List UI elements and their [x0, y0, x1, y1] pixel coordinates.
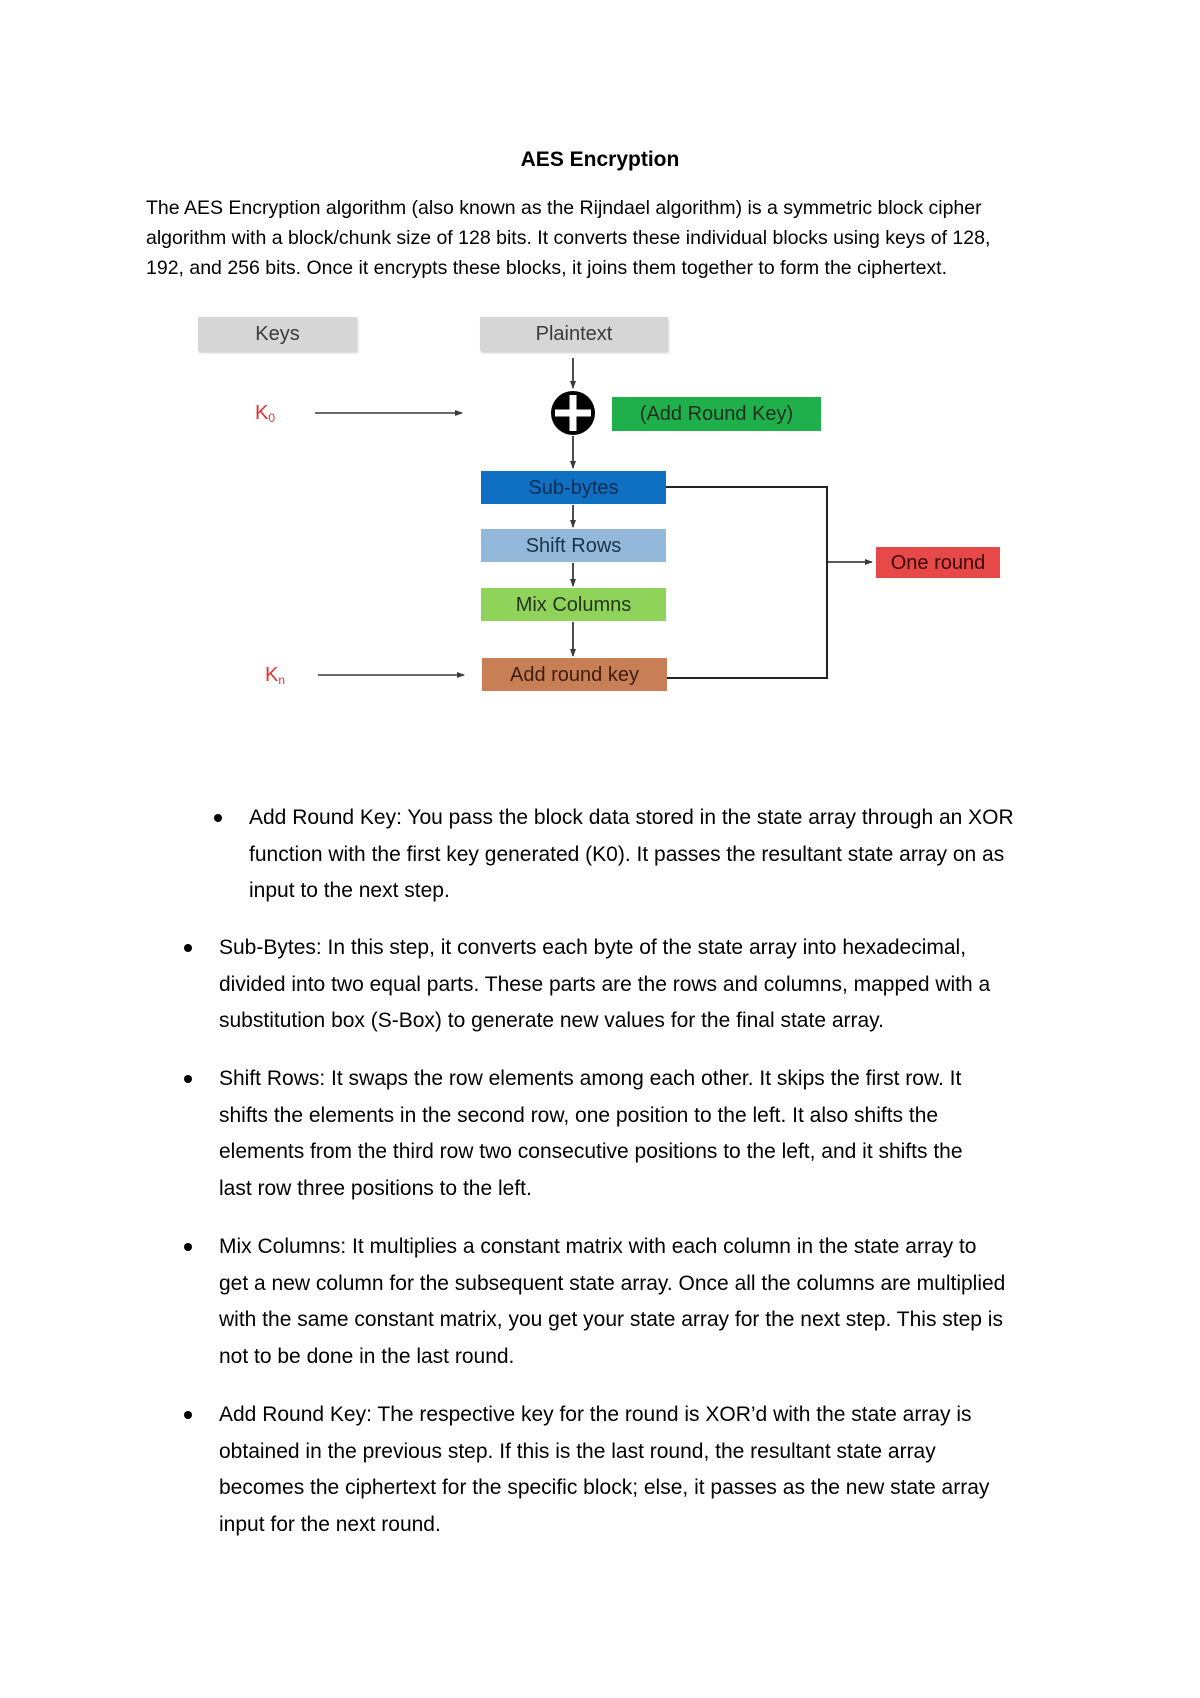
list-item-line: Add Round Key: You pass the block data stored in the state array through an XOR [249, 806, 1014, 829]
list-item-line: Shift Rows: It swaps the row elements among each other. It skips the first row. It [219, 1067, 962, 1090]
bullet-dot [184, 1075, 192, 1083]
bullet-dot [214, 814, 222, 822]
list-item-line: with the same constant matrix, you get your state array for the next step. This step is [219, 1308, 1003, 1331]
list-item [249, 800, 1014, 910]
key-kn-subscript: n [278, 673, 286, 687]
intro-paragraph [146, 193, 1046, 283]
list-item [219, 930, 990, 1040]
list-item-line: get a new column for the subsequent state array. Once all the columns are multiplied [219, 1271, 1006, 1295]
xor-icon [551, 391, 595, 435]
page-title: AES Encryption [520, 148, 680, 171]
list-item-line: obtained in the previous step. If this is the last round, the resultant state array [219, 1439, 936, 1463]
list-item-line: Add Round Key: The respective key for the round is XOR’d with the state array is [219, 1403, 972, 1426]
key-kn-label [265, 665, 285, 686]
list-item [219, 1397, 989, 1543]
one-round-box: One round [876, 547, 1000, 578]
add-round-key-box: Add round key [482, 658, 667, 691]
bullet-dot [184, 944, 192, 952]
list-item-line: substitution box (S-Box) to generate new values for the final state array. [219, 1009, 884, 1032]
list-item-line: divided into two equal parts. These parts are the rows and columns, mapped with a [219, 972, 991, 996]
shift-rows-box: Shift Rows [481, 529, 666, 562]
list-item-line: Sub-Bytes: In this step, it converts each byte of the state array into hexadecimal, [219, 936, 967, 959]
list-item [219, 1229, 1005, 1375]
key-k0-label [255, 403, 275, 424]
mix-columns-box: Mix Columns [481, 588, 666, 621]
list-item-line: not to be done in the last round. [219, 1344, 515, 1368]
list-item-line: input for the next round. [219, 1512, 441, 1536]
add-round-key-initial-box: (Add Round Key) [612, 397, 821, 431]
list-item [219, 1061, 963, 1207]
plaintext-box: Plaintext [480, 317, 668, 351]
list-item-line: shifts the elements in the second row, one position to the left. It also shifts the [219, 1103, 939, 1127]
intro-line: The AES Encryption algorithm (also known as the Rijndael algorithm) is a symmetric block cipher [146, 197, 982, 219]
key-k0-letter: K [255, 402, 269, 424]
sub-bytes-box: Sub-bytes [481, 471, 666, 504]
list-item-line: becomes the ciphertext for the specific block; else, it passes as the new state array [219, 1476, 990, 1499]
bullet-dot [184, 1411, 192, 1419]
intro-line: algorithm with a block/chunk size of 128 bits. It converts these individual blocks using keys of 128, [146, 227, 991, 249]
bullet-dot [184, 1243, 192, 1251]
one-round-bracket [666, 487, 827, 678]
key-k0-subscript: 0 [268, 411, 276, 425]
list-item-line: elements from the third row two consecutive positions to the left, and it shifts the [219, 1140, 963, 1163]
intro-line: 192, and 256 bits. Once it encrypts these blocks, it joins them together to form the ciphertext. [146, 257, 948, 279]
keys-box: Keys [198, 317, 357, 351]
list-item-line: function with the first key generated (K0). It passes the resultant state array on as [249, 842, 1005, 866]
list-item-line: Mix Columns: It multiplies a constant matrix with each column in the state array to [219, 1235, 977, 1258]
list-item-line: input to the next step. [249, 879, 450, 902]
list-item-line: last row three positions to the left. [219, 1176, 532, 1200]
key-kn-letter: K [265, 664, 279, 686]
